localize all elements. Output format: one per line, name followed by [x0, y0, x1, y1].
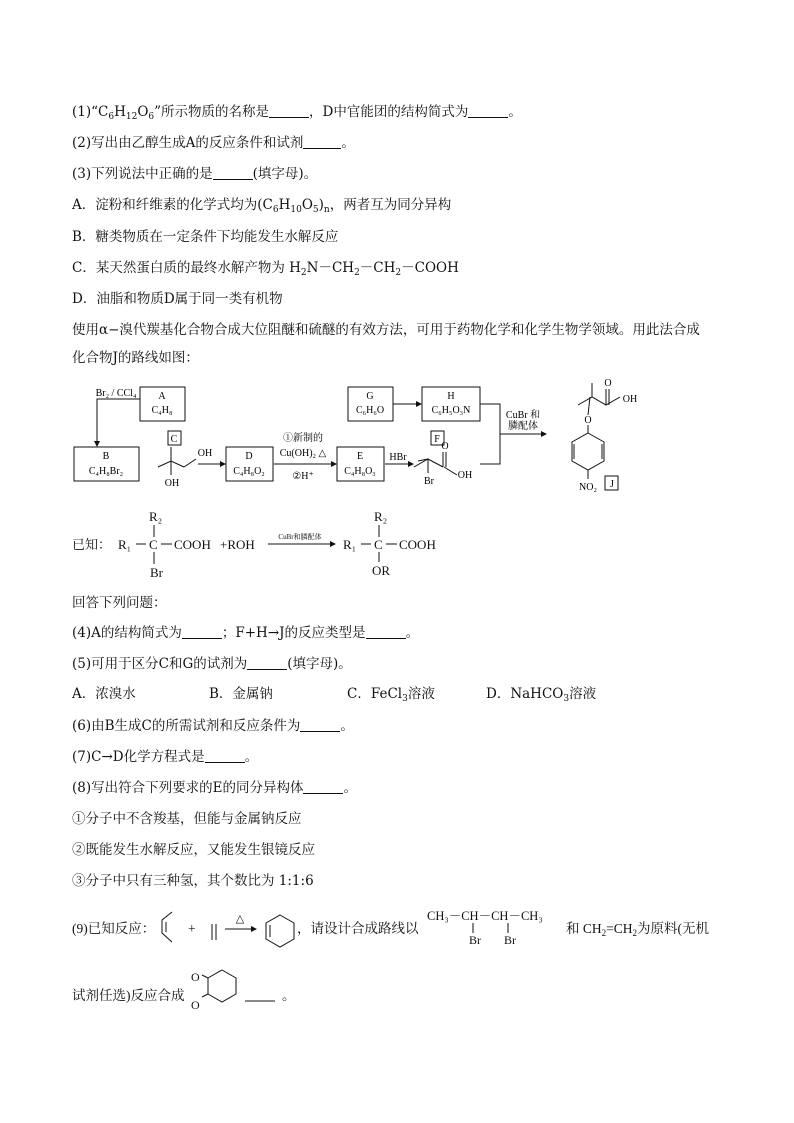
- svg-text:COOH: COOH: [174, 537, 211, 552]
- svg-text:，请设计合成路线以: ，请设计合成路线以: [297, 921, 419, 936]
- formula-b: C₄H₈Br₂: [88, 466, 124, 477]
- reagent-ligand: 膦配体: [508, 421, 538, 432]
- svg-text:C: C: [149, 537, 158, 552]
- svg-text:+: +: [188, 921, 196, 936]
- question-7: (7)C→D化学方程式是 。: [72, 749, 259, 765]
- condition-1a: ①新制的: [283, 433, 323, 444]
- formula-a: C₄H₈: [151, 405, 173, 416]
- svg-text:(9)已知反应：: (9)已知反应：: [72, 921, 156, 936]
- condition-1: ①分子中不含羧基，但能与金属钠反应: [72, 811, 302, 827]
- formula-e: C₄H₈O₃: [344, 466, 376, 477]
- answer-blank[interactable]: [366, 624, 406, 639]
- answer-blank[interactable]: [303, 134, 341, 149]
- question-4: (4)A的结构简式为 ；F+H→J的反应类型是 。: [72, 625, 420, 641]
- option-3c: C．某天然蛋白质的最终水解产物为 $H_2N-CH_2-CH_2-COOH$: [72, 260, 459, 278]
- reagent-hbr: HBr: [389, 452, 407, 463]
- j-carbonyl-o: O: [604, 378, 612, 389]
- question-1: $(1)“C_6H_{12}O_6$”所示物质的名称是 ，D中官能团的结构简式为 。: [72, 104, 522, 122]
- answer-blank[interactable]: [182, 624, 222, 639]
- f-oh: OH: [457, 470, 473, 481]
- synthesis-scheme: [60, 375, 740, 500]
- label-j: J: [610, 479, 614, 490]
- formula-h: C₆H₅O₃N: [431, 405, 471, 416]
- intro-line-1: 使用α−溴代羰基化合物合成大位阻醚和硫醚的有效方法，可用于药物化学和化学生物学领域。用此法合成: [72, 322, 700, 338]
- label-h: H: [447, 391, 455, 402]
- j-oh: OH: [622, 394, 638, 405]
- answer-blank[interactable]: [468, 103, 508, 118]
- answer-blank[interactable]: [300, 717, 340, 732]
- reagent-cubr: CuBr 和: [505, 410, 541, 421]
- question-3: (3)下列说法中正确的是 (填字母)。: [72, 166, 318, 182]
- label-e: E: [356, 451, 364, 462]
- svg-text:。: 。: [282, 988, 296, 1003]
- condition-2: ②既能发生水解反应，又能发生银镜反应: [72, 842, 315, 858]
- svg-text:COOH: COOH: [399, 537, 436, 552]
- svg-text:CH₃－CH－CH－CH₃: CH₃－CH－CH－CH₃: [427, 909, 543, 923]
- formula-g: C₆H₆O: [355, 405, 385, 416]
- svg-text:OR: OR: [372, 563, 391, 578]
- svg-text:R₁: R₁: [343, 537, 357, 552]
- svg-text:C: C: [374, 537, 383, 552]
- svg-text:O: O: [191, 970, 200, 984]
- svg-text:已知：: 已知：: [72, 537, 112, 552]
- question-9: [72, 900, 732, 1015]
- label-f: F: [434, 434, 440, 445]
- question-8: (8)写出符合下列要求的E的同分异构体 。: [72, 780, 357, 796]
- answer-prompt: 回答下列问题：: [72, 595, 167, 611]
- label-c: C: [170, 434, 178, 445]
- option-5d: D．NaHCO$_3$溶液: [486, 686, 597, 704]
- svg-text:△: △: [235, 913, 245, 925]
- intro-line-2: 化合物J的路线如图：: [72, 350, 199, 366]
- option-3a: A．淀粉和纤维素的化学式均为$(C_6H_{10}O_5)_n$，两者互为同分异构: [72, 197, 452, 215]
- option-3d: D．油脂和物质D属于同一类有机物: [72, 291, 283, 307]
- option-5a: A．浓溴水: [72, 686, 136, 702]
- answer-blank[interactable]: [205, 748, 245, 763]
- j-no2: NO₂: [579, 482, 597, 493]
- svg-text:R₂: R₂: [374, 509, 388, 524]
- question-2: (2)写出由乙醇生成A的反应条件和试剂 。: [72, 135, 355, 151]
- question-6: (6)由B生成C的所需试剂和反应条件为 。: [72, 718, 354, 734]
- answer-blank[interactable]: [213, 165, 253, 180]
- j-ether-o: O: [584, 415, 592, 426]
- svg-text:R₁: R₁: [118, 537, 132, 552]
- svg-text:O: O: [191, 998, 200, 1012]
- svg-text:试剂任选)反应合成: 试剂任选)反应合成: [72, 988, 185, 1003]
- svg-text:Br: Br: [504, 933, 516, 947]
- svg-text:和 CH2=CH2为原料(无机: 和 $CH_2=CH_2$为原料(无机: [566, 921, 710, 938]
- condition-1b: Cu(OH)₂ △: [279, 448, 327, 459]
- answer-blank[interactable]: [303, 779, 343, 794]
- c-oh-top: OH: [197, 448, 213, 459]
- answer-blank[interactable]: [269, 103, 309, 118]
- svg-text:+ROH: +ROH: [220, 537, 255, 552]
- condition-3: ③分子中只有三种氢，其个数比为 1:1:6: [72, 873, 314, 889]
- option-3b: B．糖类物质在一定条件下均能发生水解反应: [72, 229, 339, 245]
- label-b: B: [102, 451, 110, 462]
- svg-text:Br: Br: [150, 565, 163, 580]
- label-g: G: [366, 391, 374, 402]
- option-5b: B．金属钠: [209, 686, 273, 702]
- question-5: (5)可用于区分C和G的试剂为 (填字母)。: [72, 656, 352, 672]
- known-reaction: [72, 505, 452, 580]
- answer-blank[interactable]: [247, 655, 287, 670]
- svg-text:CuBr和膦配体: CuBr和膦配体: [278, 533, 322, 541]
- svg-text:Br: Br: [469, 933, 481, 947]
- f-br: Br: [424, 476, 434, 487]
- c-oh-bottom: OH: [164, 478, 180, 489]
- label-d: D: [245, 451, 253, 462]
- formula-d: C₄H₈O₂: [233, 466, 265, 477]
- f-carbonyl-o: O: [441, 441, 449, 452]
- label-a: A: [158, 391, 166, 402]
- option-5c: C．FeCl$_3$溶液: [347, 686, 435, 704]
- svg-text:R₂: R₂: [149, 509, 163, 524]
- condition-1c: ②H⁺: [292, 471, 314, 482]
- reagent-br2: Br₂ / CCl₄: [95, 388, 137, 399]
